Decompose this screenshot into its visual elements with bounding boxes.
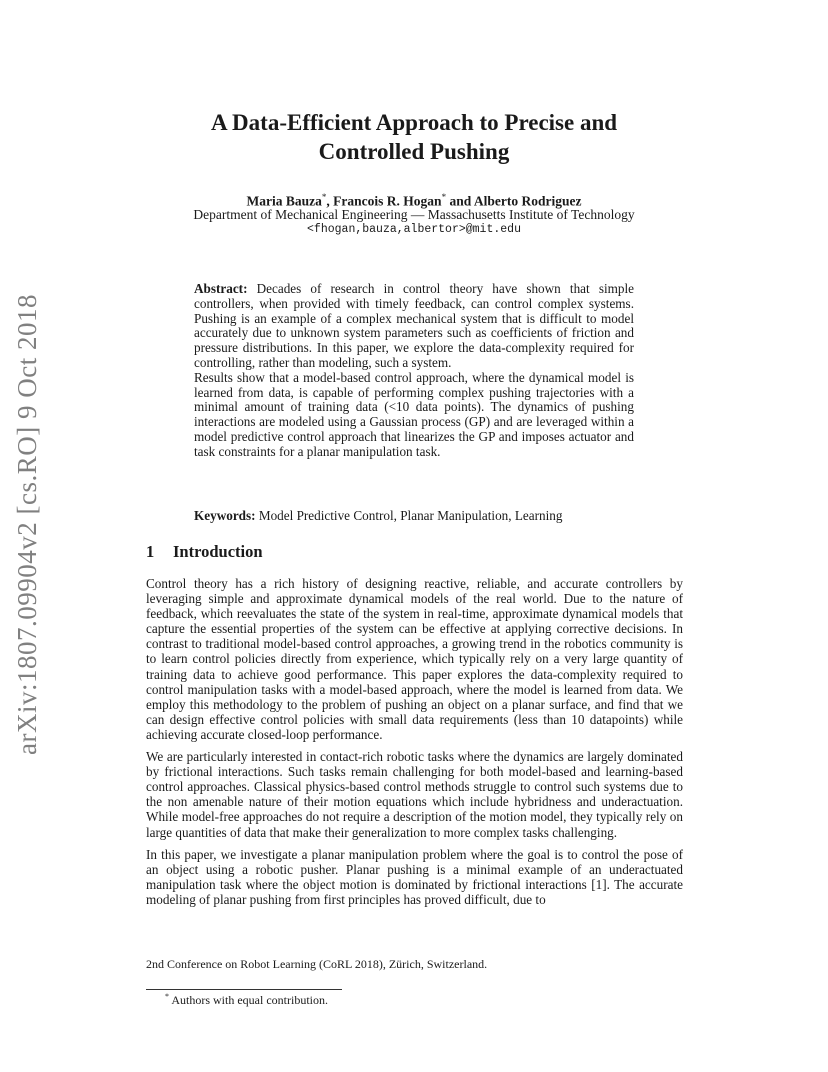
author-list: Maria Bauza*, Francois R. Hogan* and Alberto Rodriguez	[246, 192, 582, 209]
author-name: Maria Bauza	[246, 193, 322, 209]
keywords	[194, 508, 634, 524]
title-line-1: A Data-Efficient Approach to Precise and	[210, 110, 618, 135]
abstract-paragraph: Results show that a model-based control approach, where the dynamical model is learned from data, is capable of performing complex pushing trajectories with a minimal amount of training data (<10 data points). The dynamics of pushing interactions are modeled using a Gaussian process (GP) and are leveraged within a model predictive control approach that linearizes the GP and imposes actuator and task constraints for a planar manipulation task.	[194, 369, 634, 459]
author-email: <fhogan,bauza,albertor>@mit.edu	[307, 223, 521, 236]
body-paragraph: Control theory has a rich history of designing reactive, reliable, and accurate controllers by leveraging simple and approximate dynamical models of the real world. Due to the nature of feedback, which reevaluates the state of the system in real-time, approximate dynamical models that capture the essential properties of the system can be effective at applying corrective decisions. In contrast to traditional model-based control approaches, a growing trend in the robotics community is to learn control policies directly from experience, which typically rely on a very large quantity of training data to achieve good performance. This paper explores the data-complexity required to control manipulation tasks with a model-based approach, where the model is learned from data. We employ this methodology to the problem of pushing an object on a planar surface, and find that we can design effective control policies with small data requirements (less than 10 datapoints) while achieving accurate closed-loop performance.	[146, 576, 683, 742]
body-paragraph: In this paper, we investigate a planar manipulation problem where the goal is to control the pose of an object using a robotic pusher. Planar pushing is a minimal example of an underactuated manipulation task where the object motion is dominated by frictional interactions [1]. The accurate modeling of planar pushing from first principles has proved difficult, due to	[146, 846, 683, 907]
body-paragraph: We are particularly interested in contact-rich robotic tasks where the dynamics are largely dominated by frictional interactions. Such tasks remain challenging for both model-based and learning-based control approaches. Classical physics-based control methods struggle to control such systems due to the non amenable nature of their motion equations which include hybridness and underactuation. While model-free approaches do not require a description of the motion model, they typically rely on large quantities of data that make their generalization to more complex tasks challenging.	[146, 749, 683, 840]
section-title: Introduction	[173, 542, 263, 561]
conference-note: 2nd Conference on Robot Learning (CoRL 2018), Zürich, Switzerland.	[146, 957, 488, 971]
author-name: Francois R. Hogan	[333, 193, 442, 209]
equal-contribution-mark: *	[441, 192, 447, 202]
section-number: 1	[146, 542, 155, 561]
footnote	[165, 992, 328, 1008]
author-connector: and	[446, 193, 474, 209]
arxiv-identifier: arXiv:1807.09904v2 [cs.RO] 9 Oct 2018	[12, 294, 42, 756]
keywords-text: Model Predictive Control, Planar Manipulation, Learning	[255, 508, 563, 523]
keywords-label: Keywords:	[194, 508, 256, 523]
paper-title	[120, 108, 708, 166]
author-name: Alberto Rodriguez	[473, 193, 582, 209]
footnote-divider	[146, 989, 342, 990]
affiliation: Department of Mechanical Engineering — Massachusetts Institute of Technology	[193, 207, 635, 222]
abstract	[194, 282, 634, 460]
body-text	[146, 576, 683, 914]
footnote-mark: *	[165, 992, 169, 1001]
section-heading	[146, 542, 263, 562]
abstract-paragraph	[194, 282, 634, 371]
abstract-text: Decades of research in control theory have shown that simple controllers, when provided with timely feedback, can control complex systems. Pushing is an example of a complex mechanical system that is difficult to model accurately due to unknown system parameters such as coefficients of friction and pressure distributions. In this paper, we explore the data-complexity required for controlling, rather than modeling, such a system.	[194, 281, 634, 370]
title-line-2: Controlled Pushing	[318, 139, 510, 164]
equal-contribution-mark: *	[321, 192, 327, 202]
footnote-text: Authors with equal contribution.	[169, 993, 328, 1007]
abstract-label: Abstract:	[194, 281, 248, 296]
